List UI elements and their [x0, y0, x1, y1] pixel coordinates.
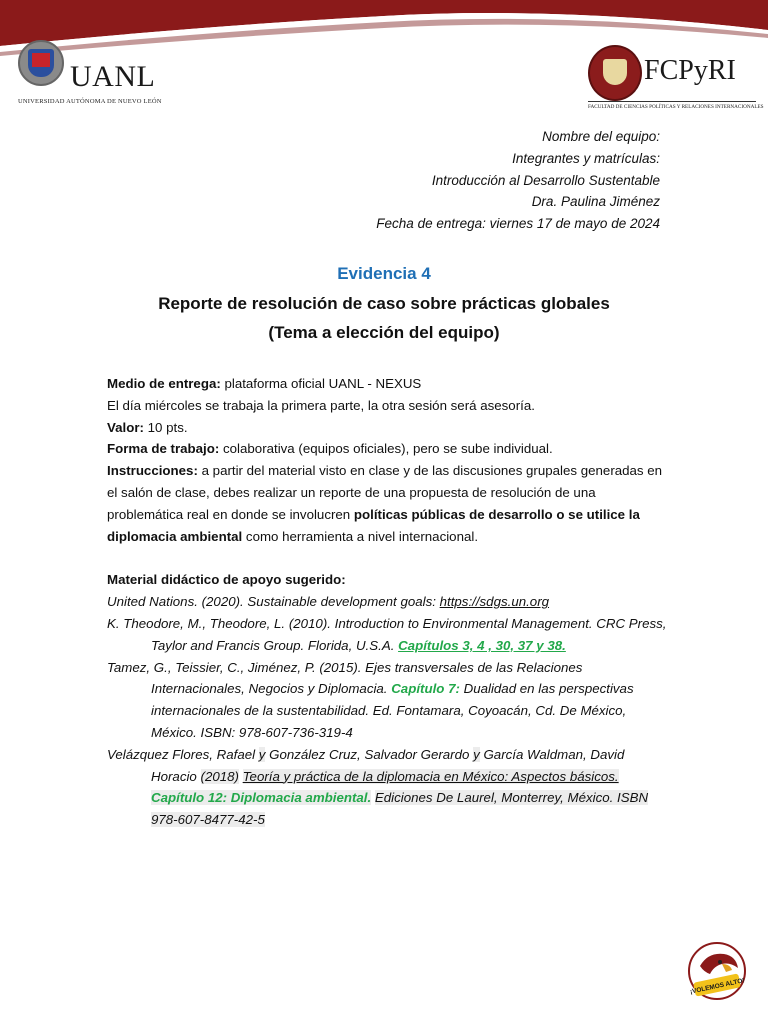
sdgs-link[interactable]: https://sdgs.un.org	[439, 594, 550, 610]
document-body	[107, 373, 667, 831]
document-subtitle: (Tema a elección del equipo)	[268, 323, 500, 342]
evidence-label: Evidencia 4	[337, 264, 431, 283]
fcpyri-seal-icon	[588, 45, 642, 101]
fcpyri-logo	[588, 45, 764, 115]
fcpyri-logo-text: FCPyRI	[644, 55, 736, 86]
fcpyri-divider	[588, 101, 756, 102]
course-line: Introducción al Desarrollo Sustentable	[431, 172, 660, 188]
header-meta	[376, 126, 660, 235]
dia-paragraph: El día miércoles se trabaja la primera parte, la otra sesión será asesoría.	[107, 397, 535, 413]
document-title: Reporte de resolución de caso sobre prácticas globales	[158, 294, 610, 313]
teacher-line: Dra. Paulina Jiménez	[531, 194, 660, 210]
instructions-paragraph: Instrucciones: a partir del material visto en clase y de las discusiones grupales generadas en el salón de clase, debes realizar un reporte de una propuesta de resolución de una problemática real en donde se involucren políticas públicas de desarrollo o se utilice la diplomacia ambiental como herramienta a nivel internacional.	[107, 463, 663, 544]
medio-paragraph: Medio de entrega: plataforma oficial UANL - NEXUS	[107, 376, 422, 391]
uanl-logo-text: UANL	[70, 60, 156, 93]
due-date-line: Fecha de entrega: viernes 17 de mayo de 2024	[376, 216, 660, 232]
team-name-line: Nombre del equipo:	[542, 129, 660, 144]
forma-paragraph: Forma de trabajo: colaborativa (equipos oficiales), pero se sube individual.	[107, 441, 553, 457]
valor-paragraph: Valor: 10 pts.	[107, 419, 188, 435]
fcpyri-logo-subtitle: FACULTAD DE CIENCIAS POLÍTICAS Y RELACIONES INTERNACIONALES	[588, 104, 764, 110]
reference-3: Tamez, G., Teissier, C., Jiménez, P. (2015). Ejes transversales de las Relaciones Internacionales, Negocios y Diplomacia. Capítulo 7: Dualidad en las perspectivas internacionales de la sustentabilidad. Ed. Fontamara, Coyoacán, Cd. De México, México. ISBN: 978-607-736-319-4	[107, 659, 634, 740]
reference-1: United Nations. (2020). Sustainable development goals: https://sdgs.un.org	[107, 594, 550, 610]
uanl-logo-subtitle: UNIVERSIDAD AUTÓNOMA DE NUEVO LEÓN	[18, 98, 162, 105]
material-heading: Material didáctico de apoyo sugerido:	[107, 572, 346, 588]
uanl-logo	[18, 40, 178, 110]
reference-4: Velázquez Flores, Rafael y González Cruz, Salvador Gerardo y García Waldman, David Horacio (2018) Teoría y práctica de la diplomacia en México: Aspectos básicos. Capítulo 12: Diplomacia ambiental. Ediciones De Laurel, Monterrey, México. ISBN 978-607-8477-42-5	[107, 746, 649, 828]
reference-2: K. Theodore, M., Theodore, L. (2010). Introduction to Environmental Management. CRC Press, Taylor and Francis Group. Florida, U.S.A. Capítulos 3, 4 , 30, 37 y 38.	[107, 615, 667, 653]
mascot-slogan: ¡VOLEMOS ALTO!	[689, 977, 746, 996]
members-line: Integrantes y matrículas:	[512, 150, 660, 166]
uanl-seal-icon	[18, 40, 64, 86]
eagle-mascot-icon	[686, 940, 748, 1002]
